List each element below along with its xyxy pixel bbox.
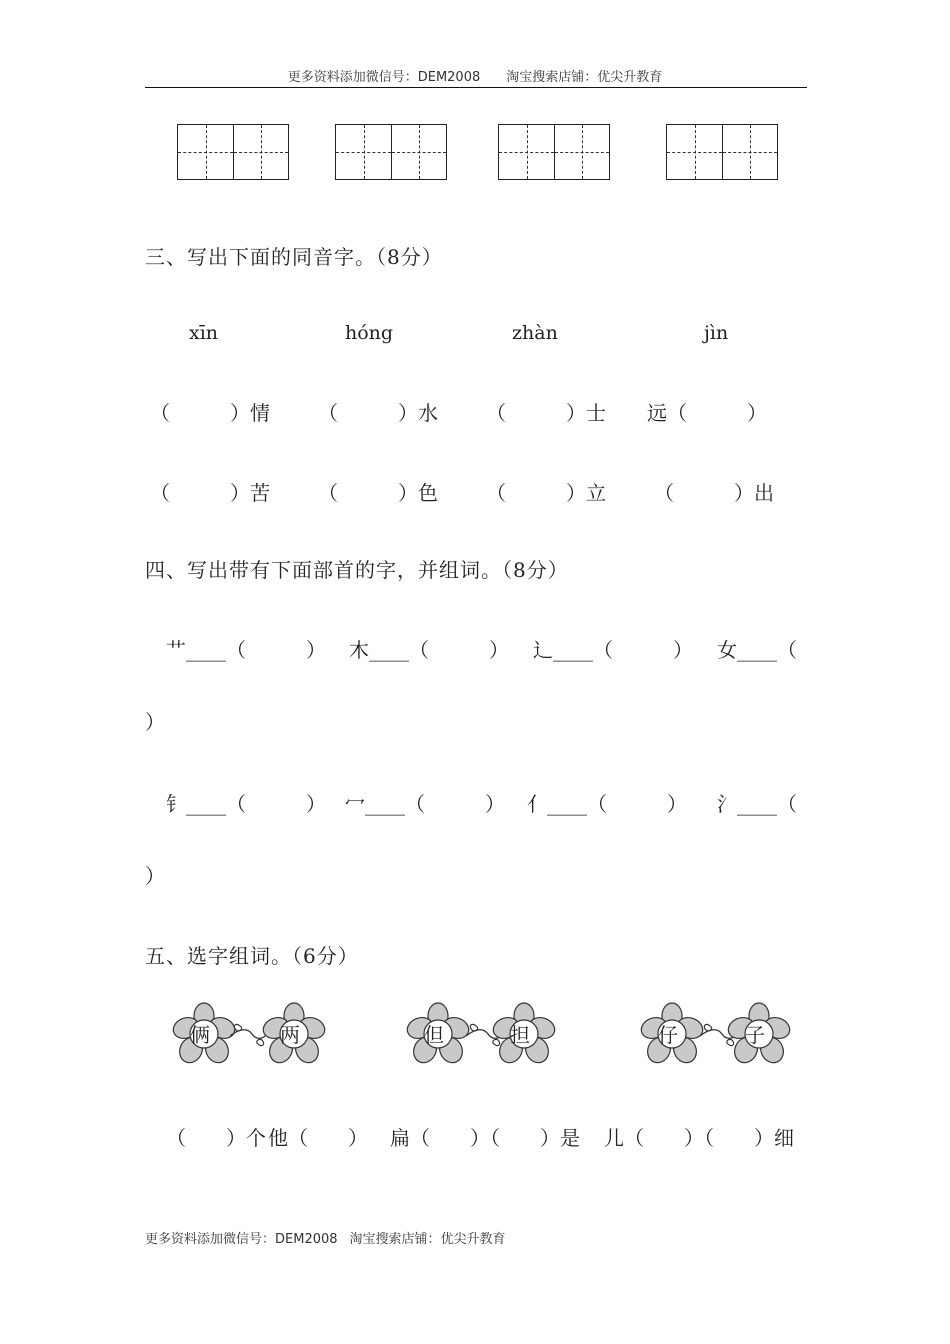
radical-blank-3[interactable]: 辶____（ ） — [533, 638, 693, 662]
radical-blank-5[interactable]: 钅____（ ） — [166, 792, 326, 816]
flower-char: 仔 — [658, 1023, 678, 1047]
homophone-blank-6[interactable]: （ ）色 — [318, 481, 438, 505]
flower-choice-2[interactable] — [262, 1002, 326, 1066]
homophone-blank-5[interactable]: （ ）苦 — [150, 481, 270, 505]
word-blank-3[interactable]: 扁（ ）（ ）是 — [390, 1126, 580, 1150]
header-wechat-text: 更多资料添加微信号：DEM2008 — [287, 70, 481, 85]
grid-cell[interactable] — [667, 125, 722, 179]
flower-char: 担 — [510, 1023, 530, 1047]
homophone-blank-1[interactable]: （ ）情 — [150, 401, 270, 425]
homophone-blank-7[interactable]: （ ）立 — [486, 481, 606, 505]
pinyin-2: hóng — [345, 322, 394, 344]
section-4-title: 四、写出带有下面部首的字，并组词。（8分） — [145, 558, 569, 582]
homophone-blank-4[interactable]: 远（ ） — [647, 401, 767, 425]
flower-choice-1[interactable] — [172, 1002, 236, 1066]
grid-cell[interactable] — [336, 125, 391, 179]
radical-blank-7[interactable]: 亻____（ ） — [527, 792, 687, 816]
pinyin-3: zhàn — [512, 322, 558, 344]
radical-blank-6[interactable]: 冖____（ ） — [345, 792, 505, 816]
flower-char: 俩 — [190, 1023, 210, 1047]
grid-cell[interactable] — [554, 125, 609, 179]
section-5-title: 五、选字组词。（6分） — [145, 944, 359, 968]
word-blank-1[interactable]: （ ）个 — [166, 1126, 266, 1150]
flower-char: 但 — [424, 1023, 444, 1047]
word-blank-4[interactable]: 儿（ ）（ ）细 — [604, 1126, 794, 1150]
homophone-blank-2[interactable]: （ ）水 — [318, 401, 438, 425]
radical-blank-4-close: ） — [145, 710, 165, 734]
radical-blank-4[interactable]: 女____（ — [717, 638, 797, 662]
footer-wechat-text: 更多资料添加微信号：DEM2008 — [145, 1232, 338, 1247]
radical-blank-2[interactable]: 木____（ ） — [349, 638, 509, 662]
pinyin-4: jìn — [704, 322, 729, 344]
writing-grid-3[interactable] — [498, 124, 610, 180]
radical-blank-8-close: ） — [145, 864, 165, 888]
radical-blank-1[interactable]: 艹____（ ） — [166, 638, 326, 662]
header-shop-text: 淘宝搜索店铺：优尖升教育 — [506, 70, 663, 85]
page-header — [0, 66, 950, 85]
grid-cell[interactable] — [722, 125, 777, 179]
flower-choice-3[interactable] — [406, 1002, 470, 1066]
flower-choice-5[interactable] — [640, 1002, 704, 1066]
pinyin-1: xīn — [189, 322, 219, 344]
homophone-blank-3[interactable]: （ ）士 — [486, 401, 606, 425]
word-blank-2[interactable]: 他（ ） — [268, 1126, 368, 1150]
flower-choice-4[interactable] — [492, 1002, 556, 1066]
grid-cell[interactable] — [499, 125, 554, 179]
page-footer — [145, 1228, 506, 1247]
flower-char: 子 — [745, 1023, 765, 1047]
grid-cell[interactable] — [233, 125, 288, 179]
writing-grid-2[interactable] — [335, 124, 447, 180]
homophone-blank-8[interactable]: （ ）出 — [654, 481, 774, 505]
grid-cell[interactable] — [391, 125, 446, 179]
grid-cell[interactable] — [178, 125, 233, 179]
flower-choice-6[interactable] — [727, 1002, 791, 1066]
header-divider — [145, 87, 807, 88]
writing-grid-4[interactable] — [666, 124, 778, 180]
writing-grid-1[interactable] — [177, 124, 289, 180]
footer-shop-text: 淘宝搜索店铺：优尖升教育 — [349, 1232, 506, 1247]
radical-blank-8[interactable]: 氵____（ — [717, 792, 797, 816]
section-3-title: 三、写出下面的同音字。（8分） — [145, 245, 443, 269]
flower-char: 两 — [280, 1023, 300, 1047]
